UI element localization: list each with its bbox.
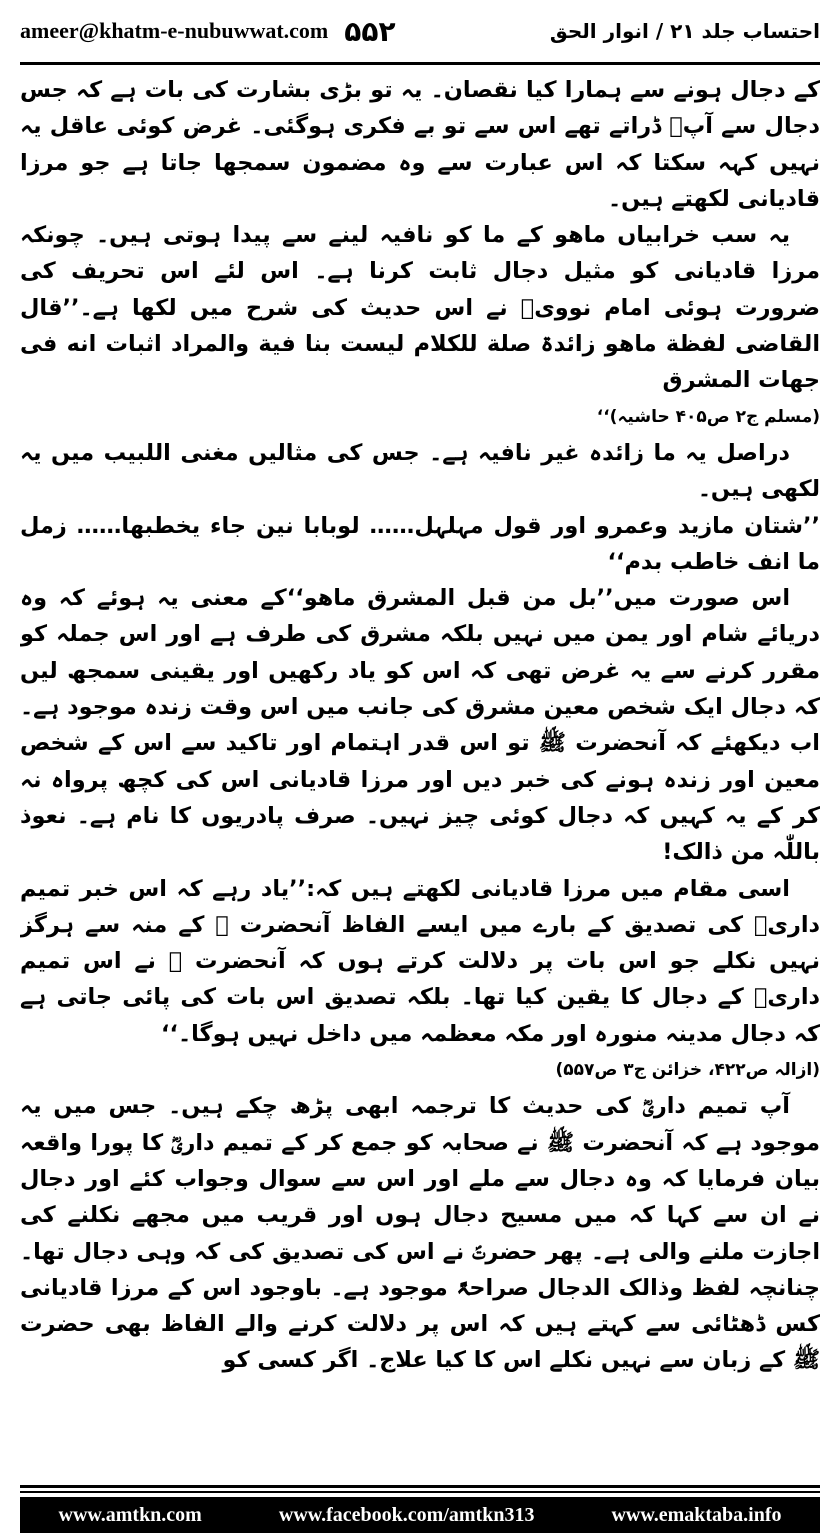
page-number: ۵۵۲ xyxy=(344,14,396,48)
header-left-group xyxy=(20,15,396,48)
page-body xyxy=(20,72,820,1477)
book-title: احتساب جلد ۲۱ / انوار الحق xyxy=(549,19,820,43)
page-footer xyxy=(20,1497,820,1533)
paragraph: آپ تمیم داریؓ کی حدیث کا ترجمہ ابھی پڑھ چکے ہیں۔ جس میں یہ موجود ہے کہ آنحضرت ﷺ نے صحابہ کو جمع کر کے تمیم داریؓ کا پورا واقعہ بیان فرمایا کہ وہ دجال سے ملے اور اس سے سوال وجواب کئے اور دجال نے ان سے کہا کہ میں مسیح دجال ہوں اور قریب میں مجھے نکلنے کی اجازت ملنے والی ہے۔ پھر حضرتؐ نے اس کی تصدیق کی کہ وہی دجال تھا۔ چنانچہ لفظ وذالک الدجال صراحۃً موجود ہے۔ باوجود اس کے مرزا قادیانی کس ڈھٹائی سے کہتے ہیں کہ اس پر دلالت کرنے والے الفاظ بھی حضرت ﷺ کے زبان سے نہیں نکلے اس کا کیا علاج۔ اگر کسی کو xyxy=(20,1093,820,1374)
paragraph: یہ سب خرابیاں ماھو کے ما کو نافیہ لینے سے پیدا ہوتی ہیں۔ چونکہ مرزا قادیانی کو مثیل دجال ثابت کرنا ہے۔ اس لئے اس تحریف کی ضرورت ہوئی امام نوویؒ نے اس حدیث کی شرح میں لکھا ہے۔’’قال القاضی لفظة ماھو زائدۃ صلة للکلام لیست بنا فیة والمراد اثبات انه فی جھات المشرق xyxy=(20,222,820,394)
paragraph: دراصل یہ ما زائدہ غیر نافیہ ہے۔ جس کی مثالیں مغنی اللبیب میں یہ لکھی ہیں۔ xyxy=(20,439,820,503)
footer-rule-thin xyxy=(20,1491,820,1493)
paragraph: کے دجال ہونے سے ہمارا کیا نقصان۔ یہ تو بڑی بشارت کی بات ہے کہ جس دجال سے آپؐ ڈراتے تھے اس سے تو بے فکری ہوگئی۔ غرض کوئی عاقل یہ نہیں کہہ سکتا کہ اس عبارت سے وہ مضمون سمجھا جاتا ہے جو مرزا قادیانی لکھتے ہیں۔ xyxy=(20,77,820,212)
footer-rule-thick xyxy=(20,1485,820,1488)
citation: (ازالہ ص۴۲۲، خزائن ج۳ ص۵۵۷) xyxy=(555,1060,820,1081)
citation: (مسلم ج۲ ص۴۰۵ حاشیہ)‘‘ xyxy=(596,406,820,427)
footer-link-amtkn[interactable]: www.amtkn.com xyxy=(58,1503,202,1526)
page-header xyxy=(20,0,820,62)
header-rule xyxy=(20,62,820,65)
paragraph: ’’شتان مازید وعمرو اور قول مہلہل…… لوبابا نین جاء یخطبھا…… زمل ما انف خاطب بدم‘‘ xyxy=(20,512,820,575)
paragraph: اس صورت میں’’بل من قبل المشرق ماھو‘‘کے معنی یہ ہوئے کہ وہ دریائے شام اور یمن میں نہیں بلکہ مشرق کی طرف ہے اور اس جملہ کو مقرر کرنے سے یہ غرض تھی کہ اس کو یاد رکھیں اور یقینی سمجھ لیں کہ دجال ایک شخص معین مشرق کی جانب میں اس وقت زندہ موجود ہے۔ اب دیکھئے کہ آنحضرت ﷺ تو اس قدر اہتمام اور تاکید سے اس کے شخص معین اور زندہ ہونے کی خبر دیں اور مرزا قادیانی اس کی کچھ پرواہ نہ کر کے یہ کہیں کہ دجال کوئی چیز نہیں۔ صرف پادریوں کا نام ہے۔ نعوذ باللّٰہ من ذالک! xyxy=(20,585,820,866)
footer-link-facebook[interactable]: www.facebook.com/amtkn313 xyxy=(278,1503,535,1526)
footer-link-emaktaba[interactable]: www.emaktaba.info xyxy=(611,1503,782,1526)
header-email: ameer@khatm-e-nubuwwat.com xyxy=(20,18,329,43)
paragraph: اسی مقام میں مرزا قادیانی لکھتے ہیں کہ:’’یاد رہے کہ اس خبر تمیم داریؓ کی تصدیق کے بارے میں ایسے الفاظ آنحضرت ﷺ کے منہ سے ہرگز نہیں نکلے جو اس بات پر دلالت کرتے ہوں کہ آنحضرت ﷺ نے اس تمیم داریؓ کے دجال کا یقین کیا تھا۔ بلکہ تصدیق اس بات کی پائی جاتی ہے کہ دجال مدینہ منورہ اور مکہ معظمہ میں داخل نہیں ہوگا۔‘‘ xyxy=(20,875,820,1047)
